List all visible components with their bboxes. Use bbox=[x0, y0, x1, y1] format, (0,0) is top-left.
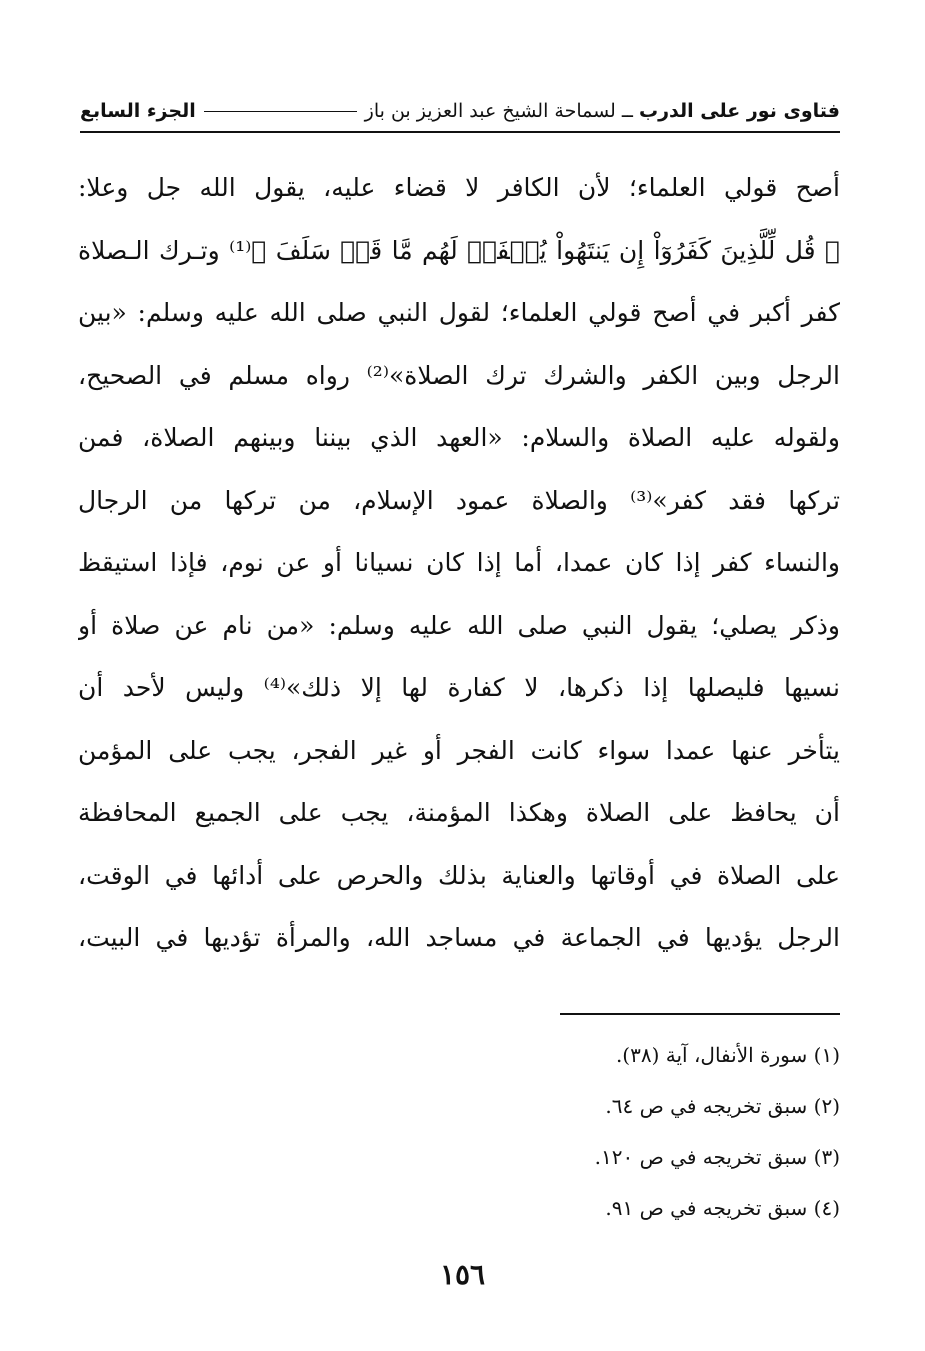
text-line: نسيها فليصلها إذا ذكرها، لا كفارة لها إلا ذلك»⁽⁴⁾ وليس لأحد أن bbox=[78, 673, 840, 702]
book-title: فتاوى نور على الدرب bbox=[639, 100, 840, 122]
text-line: ولقوله عليه الصلاة والسلام: «العهد الذي بيننا وبينهم الصلاة، فمن bbox=[78, 423, 840, 452]
text-line: على الصلاة في أوقاتها والعناية بذلك والحرص على أدائها في الوقت، bbox=[78, 860, 840, 890]
text-line: أن يحافظ على الصلاة وهكذا المؤمنة، يجب على الجميع المحافظة bbox=[78, 798, 840, 827]
title-separator: ــ bbox=[621, 100, 633, 122]
footnote: (١) سورة الأنفال، آية (٣٨). bbox=[615, 1043, 840, 1067]
footnote: (٢) سبق تخريجه في ص ٦٤. bbox=[605, 1094, 840, 1118]
text-line: وذكر يصلي؛ يقول النبي صلى الله عليه وسلم: «من نام عن صلاة أو bbox=[78, 610, 840, 640]
footnote: (٣) سبق تخريجه في ص ١٢٠. bbox=[594, 1145, 840, 1169]
text-line: الرجل وبين الكفر والشرك ترك الصلاة»⁽²⁾ رواه مسلم في الصحيح، bbox=[78, 360, 840, 390]
header-rule bbox=[80, 131, 840, 133]
page-number: ١٥٦ bbox=[439, 1258, 486, 1291]
footnote: (٤) سبق تخريجه في ص ٩١. bbox=[605, 1196, 840, 1220]
running-header bbox=[80, 94, 840, 128]
header-dash-line bbox=[204, 111, 357, 112]
text-line: كفر أكبر في أصح قولي العلماء؛ لقول النبي صلى الله عليه وسلم: «بين bbox=[78, 298, 840, 327]
text-line: والنساء كفر إذا كان عمدا، أما إذا كان نسيانا أو عن نوم، فإذا استيقظ bbox=[78, 548, 840, 577]
text-line: الرجل يؤديها في الجماعة في مساجد الله، والمرأة تؤديها في البيت، bbox=[78, 923, 840, 952]
footnote-rule bbox=[560, 1013, 840, 1015]
text-line: تركها فقد كفر»⁽³⁾ والصلاة عمود الإسلام، من تركها من الرجال bbox=[78, 485, 840, 515]
author-credit: لسماحة الشيخ عبد العزيز بن باز bbox=[364, 100, 616, 122]
volume-label: الجزء السابع bbox=[80, 100, 196, 122]
text-line: أصح قولي العلماء؛ لأن الكافر لا قضاء عليه، يقول الله جل وعلا: bbox=[78, 173, 840, 202]
text-line: ﴿ قُل لِّلَّذِينَ كَفَرُوٓاْ إِن يَنتَهُواْ يُغۡفَرۡ لَهُم مَّا قَدۡ سَلَفَ ﴾⁽¹⁾ وتـرك الـصلاة bbox=[78, 235, 840, 265]
main-text bbox=[78, 157, 840, 970]
footnotes bbox=[400, 1035, 840, 1239]
text-line: يتأخر عنها عمدا سواء كانت الفجر أو غير الفجر، يجب على المؤمن bbox=[78, 735, 840, 765]
